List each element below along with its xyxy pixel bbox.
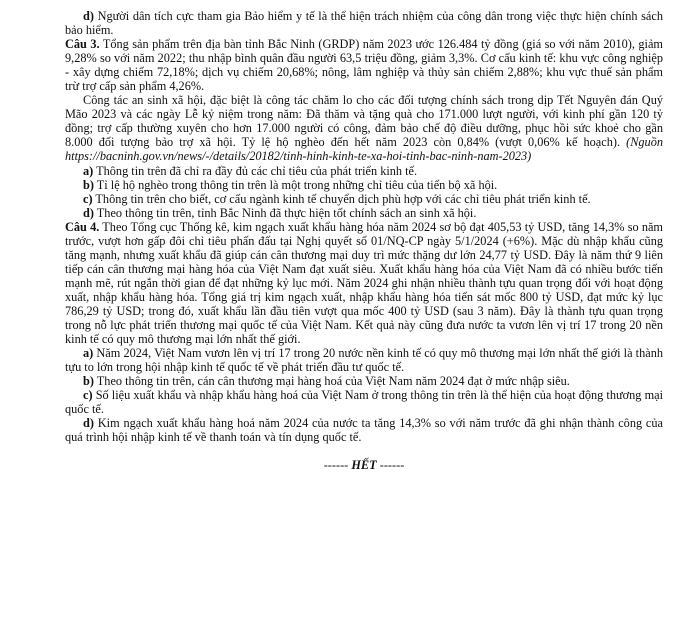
end-dashes-right: ------: [379, 458, 405, 473]
option-text: Người dân tích cực tham gia Bảo hiểm y tế là thể hiện trách nhiệm của công dân trong việc thực hiện chính sách bảo hiểm.: [65, 9, 663, 38]
option-label: a): [83, 163, 94, 178]
option-text: Theo thông tin trên, tỉnh Bắc Ninh đã thực hiện tốt chính sách an sinh xã hội.: [96, 205, 477, 220]
question-3-label: Câu 3.: [65, 37, 100, 52]
option-text: Thông tin trên đã chỉ ra đầy đủ các chỉ tiêu của phát triển kinh tế.: [96, 163, 418, 178]
end-text: HẾT: [351, 458, 377, 473]
question-4-paragraph: [65, 220, 663, 346]
option-text: Năm 2024, Việt Nam vươn lên vị trí 17 trong 20 nước nền kinh tế có quy mô thương mại lớn nhất thế giới là thành tựu to lớn trong hội nhập kinh tế quốc tế về phát triển đầu tư quốc tế.: [65, 346, 664, 375]
question-4-option-a: [65, 346, 663, 374]
question-4-option-b: [65, 374, 663, 388]
question-2-option-d: [65, 9, 663, 37]
option-text: Kim ngạch xuất khẩu hàng hoá năm 2024 của nước ta tăng 14,3% so với năm trước đã ghi nhận thành công của quá trình hội nhập kinh tế về thanh toán và tín dụng quốc tế.: [65, 416, 663, 445]
option-label: d): [83, 9, 94, 23]
question-4-text: Theo Tổng cục Thống kê, kim ngạch xuất khẩu hàng hóa năm 2024 sơ bộ đạt 405,53 tỷ USD, tăng 14,3% so năm trước, vượt hơn gấp đôi chỉ tiêu phấn đấu tại Nghị quyết số 01/NQ-CP ngày 5/1/2024 (+6%). Mặc dù nhập khẩu cũng tăng mạnh, nhưng xuất khẩu đã giúp cán cân thương mại duy trì mức thặng dư lớn 24,77 tỷ USD. Đây là năm thứ 9 liên tiếp cán cân thương mại hàng hóa của Việt Nam đạt xuất siêu. Xuất khẩu hàng hóa của Việt Nam đã có nhiều bước tiến mạnh mẽ, rút ngắn thời gian để đạt những kỷ lục mới. Năm 2024 ghi nhận nhiều thành tựu quan trọng đối với hoạt động xuất, nhập khẩu hàng hóa. Tổng giá trị kim ngạch xuất, nhập khẩu hàng hóa tiến sát mốc 800 tỷ USD, đạt mức kỷ lục 786,29 tỷ USD; trong đó, xuất khẩu lần đầu tiên vượt qua mốc 400 tỷ USD (sau 3 năm). Đây là thành tựu quan trọng trong nỗ lực phát triển thương mại quốc tế của Việt Nam. Kết quả này cũng đưa nước ta vươn lên vị trí 17 trong 20 nền kinh tế có quy mô thương mại lớn nhất thế giới.: [65, 219, 663, 347]
option-label: c): [83, 191, 93, 206]
option-text: Thông tin trên cho biết, cơ cấu ngành kinh tế chuyển dịch phù hợp với các chỉ tiêu phát triển kinh tế.: [95, 191, 591, 206]
end-marker: [65, 458, 663, 472]
option-label: c): [83, 388, 93, 403]
question-3-paragraph-2: [65, 93, 663, 163]
option-text: Tỉ lệ hộ nghèo trong thông tin trên là một trong những chỉ tiêu của tiến bộ xã hội.: [96, 177, 498, 192]
question-3-source: (Nguồn https://bacninh.gov.vn/news/-/details/20182/tinh-hinh-kinh-te-xa-hoi-tinh-bac-ninh-nam-2023): [65, 135, 663, 164]
option-label: b): [83, 374, 94, 389]
option-label: b): [83, 177, 94, 192]
question-4-label: Câu 4.: [65, 219, 100, 234]
question-3-option-c: [65, 192, 663, 206]
question-3-paragraph-1: [65, 37, 663, 93]
question-4-option-d: [65, 416, 663, 444]
option-text: Số liệu xuất khẩu và nhập khẩu hàng hoá của Việt Nam ở trong thông tin trên là thể hiện của hoạt động thương mại quốc tế.: [65, 388, 664, 417]
question-3-option-a: [65, 164, 663, 178]
question-3-option-d: [65, 206, 663, 220]
question-4-option-c: [65, 388, 663, 416]
option-label: a): [83, 346, 94, 361]
question-3-text-1: Tổng sản phẩm trên địa bàn tỉnh Bắc Ninh (GRDP) năm 2023 ước 126.484 tỷ đồng (giá so với năm 2010), giảm 9,28% so với năm 2022; thu nhập bình quân đầu người 63,5 triệu đồng, giảm 3,3%. Cơ cấu kinh tế: khu vực công nghiệp - xây dựng chiếm 72,18%; dịch vụ chiếm 20,68%; nông, lâm nghiệp và thủy sản chiếm 2,88%; khu vực thuế sản phẩm trừ trợ cấp sản phẩm 4,26%.: [65, 37, 663, 94]
option-text: Theo thông tin trên, cán cân thương mại hàng hoá của Việt Nam năm 2024 đạt ở mức nhập siêu.: [96, 374, 570, 389]
question-3-text-2: Công tác an sinh xã hội, đặc biệt là công tác chăm lo cho các đối tượng chính sách trong dịp Tết Nguyên đán Quý Mão 2023 và các ngày Lễ kỷ niệm trong năm: Đã thăm và tặng quà cho 171.000 lượt người, với kinh phí gần 120 tỷ đồng; trợ cấp thường xuyên cho hơn 17.000 người có công, đảm bảo chế độ điều dưỡng, phục hồi sức khoẻ cho gần 8.000 đối tượng bảo trợ xã hội. Tỷ lệ hộ nghèo đến hết năm 2023 còn 0,84% (vượt 0,06% kế hoạch).: [65, 93, 663, 150]
question-3-option-b: [65, 178, 663, 192]
option-label: d): [83, 205, 94, 220]
end-dashes-left: ------: [323, 458, 349, 473]
option-label: d): [83, 416, 94, 431]
